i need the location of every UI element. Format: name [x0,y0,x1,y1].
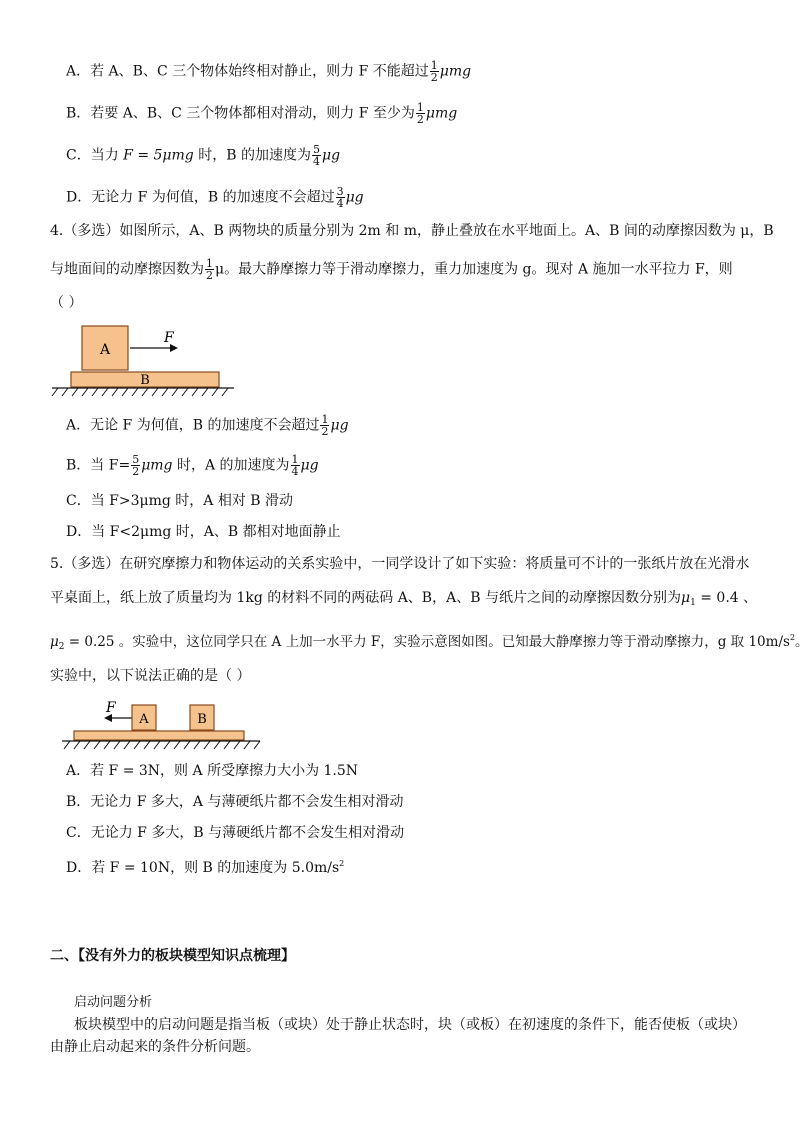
q5-option-b: B．无论力 F 多大，A 与薄硬纸片都不会发生相对滑动 [66,794,404,810]
block-a-label: A [139,712,149,727]
table-hatching [64,741,260,749]
q5-stem-line1: 5.（多选）在研究摩擦力和物体运动的关系实验中，一同学设计了如下实验：将质量可不计的一张纸片放在光滑水 [50,556,750,572]
q5-option-d: D．若 F = 10N，则 B 的加速度为 $5.0m/s^2$ [66,859,345,876]
q5-stem-line3: $\mu_2 = 0.25$ 。实验中，这位同学只在 A 上加一水平力 F，实验示意图如图。已知最大静摩擦力等于滑动摩擦力，g 取 $10m/s^2$。 [50,633,809,652]
section-paragraph-line2: 由静止启动起来的条件分析问题。 [50,1039,260,1055]
q4-option-d: D．当 F<2μmg 时，A、B 都相对地面静止 [66,524,341,540]
q4-figure [48,320,238,400]
q4-stem-line2: 与地面间的动摩擦因数为 $\frac{1}{2}$ μ。最大静摩擦力等于滑动摩擦力，重力加速度为 g。现对 A 施加一水平拉力 F，则 [50,257,733,282]
q4-option-a: A．无论 F 为何值，B 的加速度不会超过 $\frac{1}{2}$ μg [66,413,349,438]
force-label: F [106,700,116,716]
fraction: $\frac{1}{4}$ [291,453,299,478]
paper-sheet [74,731,244,740]
q3-option-a: A．若 A、B、C 三个物体始终相对静止，则力 F 不能超过 $\frac{1}{2}$ μmg [66,59,472,84]
q4-stem-line1: 4.（多选）如图所示，A、B 两物块的质量分别为 2m 和 m，静止叠放在水平地面上。A、B 间的动摩擦因数为 μ，B [50,223,774,239]
q5-figure [60,694,270,754]
section-paragraph-line1: 板块模型中的启动问题是指当板（或块）处于静止状态时，块（或板）在初速度的条件下，能否使板（或块） [74,1017,746,1033]
ground-hatching [52,388,228,396]
fraction: $\frac{1}{2}$ [321,413,329,438]
q3-option-b: B．若要 A、B、C 三个物体都相对滑动，则力 F 至少为 $\frac{1}{2}$ μmg [66,101,458,126]
block-b-label: B [197,712,207,727]
section-subheading: 启动问题分析 [74,995,153,1010]
q4-option-b: B．当 F= $\frac{5}{2}$ μmg 时，A 的加速度为 $\frac{1}{4}$ μg [66,453,319,478]
fraction: $\frac{3}{4}$ [336,185,344,210]
force-label: F [164,330,174,346]
section-heading: 二、【没有外力的板块模型知识点梳理】 [50,948,295,964]
q5-option-c: C．无论力 F 多大，B 与薄硬纸片都不会发生相对滑动 [66,825,405,841]
fraction: $\frac{1}{2}$ [416,101,424,126]
q4-answer-paren: （ ） [50,295,83,311]
fraction: $\frac{5}{2}$ [132,453,140,478]
board-b-label: B [140,373,150,388]
q3-option-c: C．当力 F = 5μmg 时，B 的加速度为 $\frac{5}{4}$ μg [66,143,341,168]
q5-stem-line4: 实验中，以下说法正确的是（ ） [50,668,251,684]
fraction: $\frac{1}{2}$ [430,59,438,84]
q3-option-d: D．无论力 F 为何值，B 的加速度不会超过 $\frac{3}{4}$ μg [66,185,364,210]
q5-option-a: A．若 F = 3N，则 A 所受摩擦力大小为 1.5N [66,763,359,779]
block-a-label: A [99,342,111,358]
q4-option-c: C．当 F>3μmg 时，A 相对 B 滑动 [66,493,294,509]
fraction: $\frac{1}{2}$ [206,257,213,282]
fraction: $\frac{5}{4}$ [312,143,320,168]
q5-stem-line2: 平桌面上，纸上放了质量均为 1kg 的材料不同的两砝码 A、B，A、B 与纸片之间的动摩擦因数分别为$\mu_1 = 0.4$ 、 [50,590,758,608]
